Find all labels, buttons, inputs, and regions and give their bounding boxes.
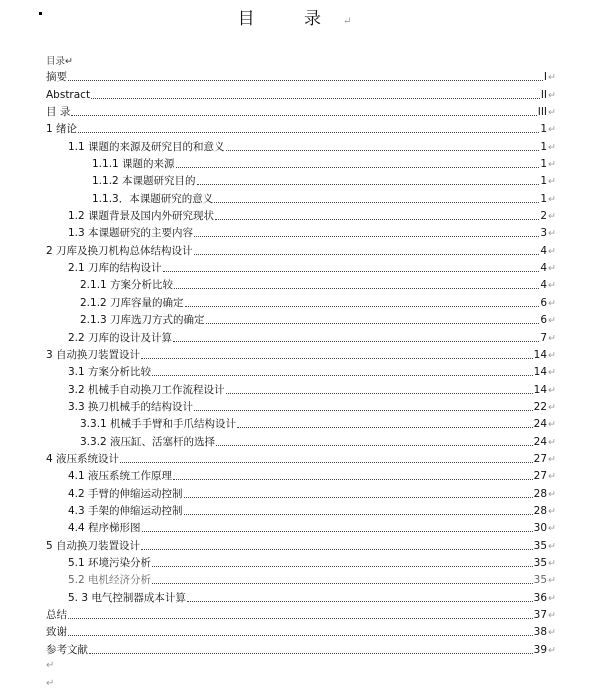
toc-entry-label: 4.3 手架的伸缩运动控制: [68, 504, 183, 517]
toc-leader-dots: [226, 393, 533, 394]
toc-leader-dots: [214, 202, 539, 203]
paragraph-mark-icon: ↵: [548, 72, 556, 84]
toc-entry-page: 27: [533, 452, 548, 465]
toc-entry-label: 2.1.2 刀库容量的确定: [80, 296, 184, 309]
toc-leader-dots: [152, 375, 533, 376]
toc-entry[interactable]: [46, 275, 556, 292]
toc-leader-dots: [163, 271, 540, 272]
toc-entry-page: I: [543, 71, 548, 84]
toc-entry[interactable]: [46, 535, 556, 552]
toc-leader-dots: [174, 288, 539, 289]
page-title-text: 目 录: [237, 9, 343, 29]
toc-entry-label: 3.3.1 机械手手臂和手爪结构设计: [80, 418, 237, 431]
toc-entry-page: 1: [540, 140, 548, 153]
toc-entry-label: 参考文献: [46, 643, 88, 656]
toc-entry-page: 7: [540, 331, 548, 344]
toc-entry-page: 2: [540, 210, 548, 223]
paragraph-mark-icon: ↵: [548, 141, 556, 153]
toc-entry-label: 5. 3 电气控制器成本计算: [68, 591, 186, 604]
toc-leader-dots: [89, 653, 533, 654]
toc-entry[interactable]: [46, 345, 556, 362]
toc-entry-page: 37: [533, 609, 548, 621]
paragraph-mark-icon: ↵: [548, 89, 556, 101]
toc-entry[interactable]: [46, 206, 556, 223]
paragraph-mark-icon: ↵: [548, 540, 556, 552]
toc-entry-page: 35: [533, 539, 548, 552]
toc-entry-label: 3 自动换刀装置设计: [46, 348, 141, 361]
toc-entry-label: 致谢: [46, 626, 67, 639]
paragraph-mark-icon: ↵: [548, 159, 556, 171]
toc-leader-dots: [194, 236, 539, 237]
paragraph-mark-icon: ↵: [548, 297, 556, 309]
paragraph-mark-icon: ↵: [548, 332, 556, 344]
toc-leader-dots: [91, 98, 540, 99]
toc-entry-page: 35: [533, 574, 548, 587]
toc-entry-label: 2.2 刀库的设计及计算: [68, 331, 173, 344]
toc-entry-page: 35: [533, 556, 548, 569]
paragraph-mark-icon: ↵: [548, 367, 556, 379]
toc-entry-label: 2.1.1 方案分析比较: [80, 279, 174, 292]
paragraph-mark-icon: ↵: [548, 349, 556, 361]
toc-leader-dots: [215, 219, 539, 220]
toc-entry-label: 1.2 课题背景及国内外研究现状: [68, 210, 215, 223]
toc-leader-dots: [187, 601, 533, 602]
paragraph-mark-icon: ↵: [548, 505, 556, 517]
paragraph-mark-icon: ↵: [46, 678, 55, 689]
toc-heading: 目录↵: [46, 56, 73, 67]
toc-entry-page: III: [537, 106, 548, 119]
paragraph-mark-icon: ↵: [548, 211, 556, 223]
toc-entry[interactable]: [46, 449, 556, 466]
paragraph-mark-icon: ↵: [548, 523, 556, 535]
toc-entry[interactable]: [46, 102, 556, 119]
toc-entry-label: 3.3.2 液压缸、活塞杆的选择: [80, 435, 216, 448]
toc-entry-page: 39: [533, 643, 548, 656]
toc-entry-label: 5 自动换刀装置设计: [46, 539, 141, 552]
paragraph-mark-icon: ↵: [548, 453, 556, 465]
toc-entry[interactable]: [46, 501, 556, 518]
toc-leader-dots: [120, 462, 533, 463]
toc-entry[interactable]: [46, 639, 556, 656]
toc-entry-page: 4: [540, 262, 548, 275]
toc-entry-label: 5.1 环境污染分析: [68, 556, 152, 569]
toc-entry[interactable]: [46, 310, 556, 327]
toc-leader-dots: [142, 531, 533, 532]
toc-entry[interactable]: [46, 362, 556, 379]
toc-entry[interactable]: [46, 258, 556, 275]
toc-entry-label: 摘要: [46, 71, 67, 84]
paragraph-mark-icon: ↵: [548, 644, 556, 656]
paragraph-mark-icon: ↵: [548, 557, 556, 569]
toc-entry-page: 24: [533, 435, 548, 448]
toc-entry-page: 36: [533, 591, 548, 604]
toc-leader-dots: [176, 167, 540, 168]
toc-entry-label: 1.1.3．本课题研究的意义: [92, 192, 214, 205]
toc-entry-label: 4.4 程序梯形图: [68, 522, 141, 535]
toc-entry-label: 1.1.2 本课题研究目的: [92, 175, 196, 188]
toc-entry-page: II: [540, 88, 548, 101]
toc-leader-dots: [237, 427, 533, 428]
toc-entry-page: 4: [540, 279, 548, 292]
paragraph-mark-icon: ↵: [548, 176, 556, 188]
toc-entry[interactable]: [46, 240, 556, 257]
toc-entry-page: 4: [540, 244, 548, 257]
toc-entry-page: 38: [533, 626, 548, 639]
toc-entry-page: 1: [540, 158, 548, 171]
toc-entry-page: 22: [533, 400, 548, 413]
paragraph-mark-icon: ↵: [548, 245, 556, 257]
toc-entry-page: 1: [540, 123, 548, 136]
paragraph-mark-icon: ↵: [548, 488, 556, 500]
toc-entry-page: 28: [533, 504, 548, 517]
paragraph-mark-icon: ↵: [548, 575, 556, 587]
toc-entry[interactable]: [46, 431, 556, 448]
toc-entry-page: 1: [540, 175, 548, 188]
paragraph-mark-icon: ↵: [548, 419, 556, 431]
paragraph-mark-icon: ↵: [548, 384, 556, 396]
paragraph-mark-icon: ↵: [548, 263, 556, 275]
toc-entry[interactable]: [46, 67, 556, 84]
toc-entry-label: 目 录: [46, 106, 71, 119]
toc-entry-label: 3.1 方案分析比较: [68, 366, 152, 379]
toc-entry-page: 6: [540, 296, 548, 309]
toc-entry-label: 4 液压系统设计: [46, 452, 120, 465]
toc-entry-label: 总结: [46, 609, 67, 621]
toc-entry[interactable]: [46, 136, 556, 153]
toc-entry-label: 1.3 本课题研究的主要内容: [68, 227, 194, 240]
toc-leader-dots: [78, 132, 539, 133]
toc-entry[interactable]: [46, 171, 556, 188]
toc-leader-dots: [71, 115, 536, 116]
toc-entry[interactable]: [46, 570, 556, 587]
paragraph-mark-icon: ↵: [343, 16, 352, 27]
toc-entry-page: 6: [540, 314, 548, 327]
toc-entry-page: 27: [533, 470, 548, 483]
toc-entry[interactable]: [46, 518, 556, 535]
toc-entry-page: 28: [533, 487, 548, 500]
toc-entry-label: 1.1.1 课题的来源: [92, 158, 175, 171]
paragraph-mark-icon: ↵: [548, 228, 556, 240]
toc-entry-label: 1.1 课题的来源及研究目的和意义: [68, 140, 225, 153]
toc-entry[interactable]: [46, 223, 556, 240]
paragraph-mark-icon: ↵: [548, 124, 556, 136]
toc-leader-dots: [226, 150, 540, 151]
toc-entry[interactable]: [46, 292, 556, 309]
paragraph-mark-icon: ↵: [548, 471, 556, 483]
toc-leader-dots: [194, 254, 540, 255]
toc-entry[interactable]: [46, 587, 556, 604]
toc-leader-dots: [152, 566, 533, 567]
toc-entry-page: 3: [540, 227, 548, 240]
toc-leader-dots: [185, 306, 540, 307]
paragraph-mark-icon: ↵: [548, 592, 556, 604]
toc-entry[interactable]: [46, 414, 556, 431]
toc-entry[interactable]: [46, 84, 556, 101]
paragraph-mark-icon: ↵: [548, 193, 556, 205]
toc-entry-page: 14: [533, 383, 548, 396]
toc-leader-dots: [68, 635, 533, 636]
toc-entry-label: 1 绪论: [46, 123, 78, 136]
toc-entry[interactable]: [46, 622, 556, 639]
paragraph-mark-icon: ↵: [548, 610, 556, 621]
toc-leader-dots: [173, 341, 539, 342]
toc-entry-label: 3.3 换刀机械手的结构设计: [68, 400, 194, 413]
toc-leader-dots: [184, 514, 533, 515]
toc-entry[interactable]: [46, 466, 556, 483]
toc-entry-page: 30: [533, 522, 548, 535]
paragraph-mark-icon: ↵: [548, 627, 556, 639]
paragraph-mark-icon: ↵: [46, 660, 55, 671]
toc-leader-dots: [141, 358, 533, 359]
paragraph-mark-icon: ↵: [548, 107, 556, 119]
paragraph-mark-icon: ↵: [548, 401, 556, 413]
toc-leader-dots: [206, 323, 540, 324]
toc-leader-dots: [184, 497, 533, 498]
toc-entry-label: Abstract: [46, 88, 91, 101]
toc-entry-page: 14: [533, 366, 548, 379]
toc-entry[interactable]: [46, 379, 556, 396]
toc-entry[interactable]: [46, 553, 556, 570]
paragraph-mark-icon: ↵: [548, 315, 556, 327]
toc-entry[interactable]: [46, 605, 556, 622]
toc-entry-label: 2.1 刀库的结构设计: [68, 262, 162, 275]
toc-entry[interactable]: [46, 327, 556, 344]
table-of-contents: [46, 67, 556, 657]
toc-entry-page: 1: [540, 192, 548, 205]
toc-leader-dots: [194, 410, 533, 411]
toc-leader-dots: [173, 479, 533, 480]
toc-entry-label: 2.1.3 刀库选刀方式的确定: [80, 314, 205, 327]
paragraph-mark-icon: ↵: [548, 280, 556, 292]
paragraph-mark-icon: ↵: [548, 436, 556, 448]
toc-leader-dots: [216, 445, 533, 446]
toc-entry-label: 2 刀库及换刀机构总体结构设计: [46, 244, 193, 257]
toc-entry[interactable]: [46, 397, 556, 414]
toc-leader-dots: [68, 80, 543, 81]
toc-entry-page: 14: [533, 348, 548, 361]
toc-leader-dots: [141, 549, 533, 550]
toc-entry-label: 4.1 液压系统工作原理: [68, 470, 173, 483]
toc-leader-dots: [197, 184, 540, 185]
toc-entry-label: 5.2 电机经济分析: [68, 574, 152, 587]
toc-leader-dots: [68, 618, 533, 619]
toc-entry[interactable]: [46, 188, 556, 205]
toc-entry[interactable]: [46, 483, 556, 500]
toc-entry-label: 4.2 手臂的伸缩运动控制: [68, 487, 183, 500]
toc-entry-label: 3.2 机械手自动换刀工作流程设计: [68, 383, 225, 396]
toc-entry[interactable]: [46, 154, 556, 171]
page-title: [0, 4, 589, 29]
toc-entry-page: 24: [533, 418, 548, 431]
toc-entry[interactable]: [46, 119, 556, 136]
toc-leader-dots: [152, 583, 533, 584]
